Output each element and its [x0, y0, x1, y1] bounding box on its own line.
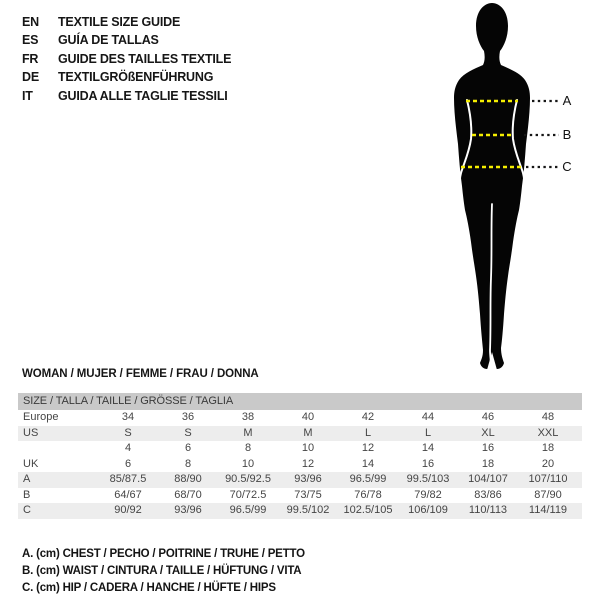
- language-code: EN: [22, 15, 39, 29]
- table-cell: 64/67: [114, 488, 142, 501]
- table-cell: 102.5/105: [343, 504, 393, 516]
- table-cell: 99.5/103: [406, 473, 450, 485]
- table-cell: 90.5/92.5: [225, 473, 271, 485]
- table-cell: 110/113: [468, 504, 508, 516]
- table-cell: 4: [124, 442, 132, 454]
- table-row: [18, 441, 582, 457]
- legend-list: [22, 546, 305, 597]
- table-row-label: Europe: [23, 411, 59, 423]
- table-cell: 8: [244, 442, 252, 454]
- table-cell: M: [303, 426, 313, 439]
- table-cell: 38: [241, 411, 255, 423]
- table-cell: 16: [481, 442, 495, 454]
- language-list: [22, 13, 231, 105]
- table-cell: 14: [421, 442, 435, 454]
- table-cell: 46: [481, 411, 495, 423]
- table-cell: 10: [301, 442, 315, 454]
- table-cell: 48: [541, 411, 555, 423]
- table-cell: 44: [421, 411, 435, 423]
- table-cell: 99.5/102: [286, 504, 330, 516]
- table-cell: 73/75: [294, 488, 322, 501]
- table-row-label: US: [23, 426, 39, 439]
- legend-line: C. (cm) HIP / CADERA / HANCHE / HÜFTE / HIPS: [22, 582, 276, 594]
- language-title: GUÍA DE TALLAS: [58, 33, 159, 48]
- language-code: IT: [22, 88, 33, 103]
- table-cell: S: [184, 426, 192, 439]
- language-item: [22, 87, 231, 105]
- table-row-label: A: [23, 473, 31, 485]
- table-cell: L: [364, 426, 372, 439]
- table-cell: 83/86: [474, 488, 502, 501]
- table-cell: 87/90: [534, 488, 562, 501]
- language-title: TEXTILE SIZE GUIDE: [58, 15, 181, 29]
- table-cell: 96.5/99: [349, 473, 387, 485]
- marker-label-a: A: [562, 93, 572, 108]
- language-item: [22, 13, 231, 31]
- table-cell: 114/119: [528, 504, 568, 516]
- table-cell: 104/107: [468, 473, 508, 485]
- table-cell: 16: [421, 457, 435, 470]
- table-cell: 76/78: [354, 488, 382, 501]
- table-cell: 93/96: [174, 504, 202, 516]
- table-cell: 18: [541, 442, 555, 454]
- table-cell: XXL: [537, 426, 559, 439]
- table-cell: 70/72.5: [229, 488, 267, 501]
- table-row: [18, 410, 582, 426]
- language-title: GUIDE DES TAILLES TEXTILE: [58, 51, 232, 66]
- table-row-label: B: [23, 488, 31, 501]
- table-cell: 10: [241, 457, 255, 470]
- table-cell: 6: [184, 442, 192, 454]
- table-cell: 12: [361, 442, 375, 454]
- table-row: [18, 503, 582, 519]
- legend-line: B. (cm) WAIST / CINTURA / TAILLE / HÜFTUNG / VITA: [22, 565, 302, 577]
- language-title: GUIDA ALLE TAGLIE TESSILI: [58, 88, 228, 103]
- table-cell: 20: [541, 457, 555, 470]
- table-row-label: C: [23, 504, 31, 516]
- size-figure: [420, 0, 600, 380]
- table-cell: 36: [181, 411, 195, 423]
- table-cell: 6: [124, 457, 132, 470]
- section-title: WOMAN / MUJER / FEMME / FRAU / DONNA: [22, 368, 259, 380]
- language-title: TEXTILGRÖßENFÜHRUNG: [58, 70, 214, 85]
- table-cell: 90/92: [114, 504, 142, 516]
- table-cell: M: [243, 426, 253, 439]
- table-cell: XL: [481, 426, 495, 439]
- table-cell: 93/96: [294, 473, 322, 485]
- table-cell: 68/70: [174, 488, 202, 501]
- woman-silhouette-graphic: [420, 0, 600, 380]
- table-cell: 40: [301, 411, 315, 423]
- table-cell: 12: [301, 457, 315, 470]
- table-cell: S: [124, 426, 132, 439]
- language-item: [22, 50, 231, 68]
- table-row-label: [18, 441, 98, 457]
- table-cell: 8: [184, 457, 192, 470]
- table-cell: L: [424, 426, 432, 439]
- table-cell: 79/82: [414, 488, 442, 501]
- woman-silhouette-icon: [454, 3, 530, 369]
- language-code: ES: [22, 33, 39, 48]
- table-row: [18, 472, 582, 488]
- table-row-label: UK: [23, 457, 39, 470]
- language-item: [22, 68, 231, 86]
- table-row: [18, 457, 582, 473]
- marker-label-b: B: [562, 127, 572, 142]
- table-cell: 106/109: [408, 504, 448, 516]
- table-cell: 96.5/99: [229, 504, 267, 516]
- marker-label-c: C: [562, 159, 572, 174]
- legend-line: A. (cm) CHEST / PECHO / POITRINE / TRUHE / PETTO: [22, 548, 305, 560]
- table-cell: 107/110: [528, 473, 568, 485]
- table-row: [18, 426, 582, 442]
- table-cell: 34: [121, 411, 135, 423]
- table-cell: 85/87.5: [109, 473, 147, 485]
- table-cell: 14: [361, 457, 375, 470]
- language-code: FR: [22, 51, 39, 66]
- language-item: [22, 31, 231, 49]
- table-cell: 42: [361, 411, 375, 423]
- language-code: DE: [22, 70, 39, 85]
- size-table: [18, 393, 582, 519]
- table-cell: 18: [481, 457, 495, 470]
- table-cell: 88/90: [174, 473, 202, 485]
- table-row: [18, 488, 582, 504]
- size-table-body: [18, 410, 582, 519]
- size-table-header: SIZE / TALLA / TAILLE / GRÖSSE / TAGLIA: [18, 393, 582, 410]
